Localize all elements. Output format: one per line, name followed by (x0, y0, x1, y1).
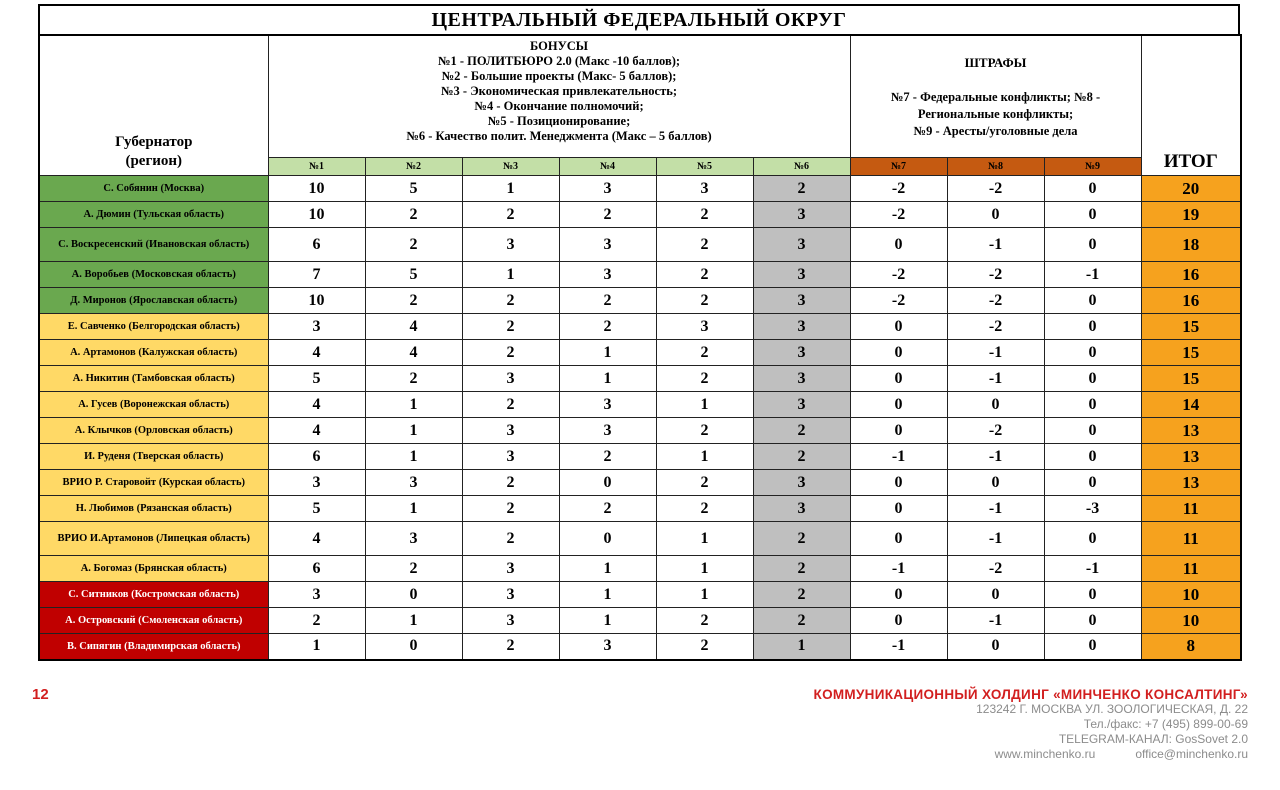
score-cell: 0 (947, 582, 1044, 608)
score-cell: 3 (462, 366, 559, 392)
bonus-line-5: №5 - Позиционирование; (487, 114, 631, 128)
score-cell: 0 (1044, 176, 1141, 202)
score-cell: -2 (947, 314, 1044, 340)
score-cell: -2 (947, 418, 1044, 444)
table-row (39, 228, 1241, 262)
score-cell: 0 (850, 470, 947, 496)
score-cell: 4 (365, 314, 462, 340)
score-cell: 1 (559, 608, 656, 634)
score-cell: 2 (365, 556, 462, 582)
score-cell: 3 (753, 228, 850, 262)
score-cell: 0 (1044, 470, 1141, 496)
score-cell: 3 (559, 634, 656, 660)
score-cell: -2 (850, 288, 947, 314)
score-cell: -2 (947, 176, 1044, 202)
score-cell: 2 (753, 522, 850, 556)
score-cell: 0 (850, 522, 947, 556)
website-link[interactable]: www.minchenko.ru (994, 747, 1096, 761)
score-cell: 2 (656, 608, 753, 634)
score-cell: 2 (462, 496, 559, 522)
table-row (39, 176, 1241, 202)
score-cell: 3 (462, 444, 559, 470)
table-body (39, 176, 1241, 660)
score-cell: -1 (1044, 262, 1141, 288)
governor-name: Е. Савченко (Белгородская область) (39, 314, 268, 340)
score-cell: 7 (268, 262, 365, 288)
score-cell: 0 (1044, 444, 1141, 470)
score-cell: 2 (462, 392, 559, 418)
score-cell: 6 (268, 444, 365, 470)
score-cell: 0 (365, 634, 462, 660)
score-cell: 3 (462, 418, 559, 444)
score-cell: -2 (850, 262, 947, 288)
column-header: №5 (656, 158, 753, 176)
column-header: №4 (559, 158, 656, 176)
score-cell: 1 (462, 262, 559, 288)
score-cell: 0 (1044, 634, 1141, 660)
fines-line-3: №9 - Аресты/уголовные дела (913, 123, 1078, 138)
governor-name: А. Богомаз (Брянская область) (39, 556, 268, 582)
governor-name: ВРИО Р. Старовойт (Курская область) (39, 470, 268, 496)
score-cell: 0 (1044, 314, 1141, 340)
score-cell: 10 (268, 176, 365, 202)
table-row (39, 262, 1241, 288)
column-header: №8 (947, 158, 1044, 176)
header-bonuses (268, 35, 850, 158)
score-cell: 0 (850, 340, 947, 366)
phone: Тел./факс: +7 (495) 899-00-69 (1083, 717, 1248, 731)
score-cell: 3 (365, 470, 462, 496)
score-cell: 1 (753, 634, 850, 660)
score-cell: 0 (1044, 522, 1141, 556)
score-cell: -1 (947, 496, 1044, 522)
total-cell: 10 (1141, 608, 1241, 634)
score-cell: 4 (365, 340, 462, 366)
score-cell: 1 (462, 176, 559, 202)
bonus-title: БОНУСЫ (529, 39, 589, 53)
total-cell: 20 (1141, 176, 1241, 202)
score-cell: -2 (947, 262, 1044, 288)
bonus-line-2: №2 - Большие проекты (Макс- 5 баллов); (441, 69, 677, 83)
score-cell: -1 (850, 444, 947, 470)
score-cell: 10 (268, 202, 365, 228)
score-cell: 1 (268, 634, 365, 660)
score-cell: 3 (365, 522, 462, 556)
column-header: №1 (268, 158, 365, 176)
score-cell: 2 (462, 522, 559, 556)
score-cell: 2 (753, 418, 850, 444)
governor-name: ВРИО И.Артамонов (Липецкая область) (39, 522, 268, 556)
score-cell: 4 (268, 392, 365, 418)
score-cell: 2 (753, 608, 850, 634)
score-cell: 3 (559, 228, 656, 262)
total-cell: 15 (1141, 340, 1241, 366)
score-cell: 3 (753, 340, 850, 366)
score-cell: 0 (947, 392, 1044, 418)
score-cell: 2 (656, 470, 753, 496)
total-cell: 11 (1141, 556, 1241, 582)
score-cell: 0 (1044, 582, 1141, 608)
score-cell: 0 (1044, 228, 1141, 262)
table-row (39, 202, 1241, 228)
column-header: №2 (365, 158, 462, 176)
score-cell: 3 (753, 314, 850, 340)
score-cell: 0 (365, 582, 462, 608)
total-cell: 16 (1141, 262, 1241, 288)
score-cell: 1 (559, 556, 656, 582)
score-cell: 1 (365, 418, 462, 444)
score-cell: -1 (850, 556, 947, 582)
table-row (39, 366, 1241, 392)
table-row (39, 288, 1241, 314)
fines-title: ШТРАФЫ (964, 54, 1027, 70)
table-row (39, 470, 1241, 496)
score-cell: -1 (947, 608, 1044, 634)
score-cell: 0 (1044, 366, 1141, 392)
score-cell: -2 (850, 202, 947, 228)
table-row (39, 522, 1241, 556)
score-cell: 3 (559, 262, 656, 288)
table-row (39, 444, 1241, 470)
total-cell: 13 (1141, 444, 1241, 470)
column-header: №7 (850, 158, 947, 176)
governor-name: А. Клычков (Орловская область) (39, 418, 268, 444)
score-cell: 2 (656, 288, 753, 314)
score-cell: 3 (268, 470, 365, 496)
score-cell: 0 (850, 366, 947, 392)
score-cell: 1 (559, 366, 656, 392)
governor-name: А. Дюмин (Тульская область) (39, 202, 268, 228)
footer-contacts (814, 687, 1248, 762)
score-cell: 3 (559, 176, 656, 202)
score-cell: 2 (559, 288, 656, 314)
score-cell: 2 (559, 444, 656, 470)
rating-table (38, 34, 1242, 661)
header-governor (39, 35, 268, 176)
score-cell: 2 (559, 202, 656, 228)
score-cell: 2 (656, 228, 753, 262)
score-cell: 2 (656, 366, 753, 392)
score-cell: 1 (365, 444, 462, 470)
score-cell: 3 (656, 314, 753, 340)
total-cell: 8 (1141, 634, 1241, 660)
score-cell: 2 (462, 340, 559, 366)
score-cell: 1 (656, 522, 753, 556)
score-cell: 1 (656, 556, 753, 582)
total-cell: 13 (1141, 470, 1241, 496)
score-cell: -2 (947, 288, 1044, 314)
score-cell: 4 (268, 522, 365, 556)
score-cell: 2 (656, 418, 753, 444)
score-cell: 2 (656, 340, 753, 366)
total-cell: 14 (1141, 392, 1241, 418)
score-cell: 3 (462, 582, 559, 608)
total-cell: 15 (1141, 314, 1241, 340)
score-cell: 2 (462, 202, 559, 228)
score-cell: 5 (268, 496, 365, 522)
score-cell: 3 (753, 262, 850, 288)
score-cell: 2 (753, 176, 850, 202)
bonus-line-1: №1 - ПОЛИТБЮРО 2.0 (Макс -10 баллов); (437, 54, 681, 68)
score-cell: 2 (753, 444, 850, 470)
score-cell: 5 (365, 262, 462, 288)
score-cell: 0 (850, 228, 947, 262)
governor-name: А. Артамонов (Калужская область) (39, 340, 268, 366)
score-cell: 1 (559, 340, 656, 366)
table-row (39, 608, 1241, 634)
bonus-line-4: №4 - Окончание полномочий; (474, 99, 644, 113)
score-cell: 2 (656, 496, 753, 522)
score-cell: 0 (1044, 608, 1141, 634)
score-cell: 0 (850, 608, 947, 634)
score-cell: 2 (365, 366, 462, 392)
page-number: 12 (32, 686, 49, 703)
total-cell: 15 (1141, 366, 1241, 392)
table-row (39, 582, 1241, 608)
score-cell: -1 (947, 340, 1044, 366)
score-cell: -1 (947, 444, 1044, 470)
total-cell: 19 (1141, 202, 1241, 228)
score-cell: -1 (1044, 556, 1141, 582)
score-cell: 1 (559, 582, 656, 608)
score-cell: 4 (268, 340, 365, 366)
table-row (39, 418, 1241, 444)
governor-name: А. Никитин (Тамбовская область) (39, 366, 268, 392)
score-cell: 2 (753, 582, 850, 608)
table-row (39, 340, 1241, 366)
score-cell: 1 (365, 496, 462, 522)
score-cell: 0 (850, 418, 947, 444)
score-cell: 10 (268, 288, 365, 314)
score-cell: 3 (753, 392, 850, 418)
score-cell: 1 (365, 392, 462, 418)
score-cell: 0 (1044, 288, 1141, 314)
header-total: ИТОГ (1141, 35, 1241, 176)
table-title: ЦЕНТРАЛЬНЫЙ ФЕДЕРАЛЬНЫЙ ОКРУГ (38, 4, 1240, 34)
score-cell: -1 (947, 228, 1044, 262)
score-cell: 2 (656, 202, 753, 228)
table-row (39, 556, 1241, 582)
governor-name: В. Сипягин (Владимирская область) (39, 634, 268, 660)
telegram-channel: TELEGRAM-КАНАЛ: GosSovet 2.0 (1058, 732, 1248, 746)
score-cell: 0 (947, 202, 1044, 228)
score-cell: 0 (1044, 202, 1141, 228)
score-cell: 6 (268, 228, 365, 262)
column-header: №9 (1044, 158, 1141, 176)
score-cell: 3 (753, 202, 850, 228)
score-cell: 0 (947, 634, 1044, 660)
score-cell: 3 (753, 496, 850, 522)
column-header: №6 (753, 158, 850, 176)
score-cell: 0 (850, 582, 947, 608)
score-cell: 0 (1044, 340, 1141, 366)
score-cell: 3 (753, 288, 850, 314)
score-cell: 1 (656, 444, 753, 470)
score-cell: 0 (1044, 418, 1141, 444)
score-cell: 3 (462, 556, 559, 582)
score-cell: 2 (656, 262, 753, 288)
score-cell: 2 (365, 228, 462, 262)
governor-name: А. Воробьев (Московская область) (39, 262, 268, 288)
bonus-line-6: №6 - Качество полит. Менеджмента (Макс – 5 баллов) (406, 129, 712, 143)
score-cell: 5 (365, 176, 462, 202)
score-cell: 2 (365, 288, 462, 314)
header-fines (850, 35, 1141, 158)
score-cell: -2 (947, 556, 1044, 582)
company-name: КОММУНИКАЦИОННЫЙ ХОЛДИНГ «МИНЧЕНКО КОНСАЛТИНГ» (813, 687, 1248, 702)
score-cell: 1 (656, 392, 753, 418)
score-cell: 2 (559, 314, 656, 340)
score-cell: 3 (268, 582, 365, 608)
total-cell: 11 (1141, 496, 1241, 522)
score-cell: -1 (947, 522, 1044, 556)
fines-line-2: Региональные конфликты; (917, 106, 1074, 121)
score-cell: 2 (462, 314, 559, 340)
score-cell: 0 (850, 314, 947, 340)
total-cell: 16 (1141, 288, 1241, 314)
score-cell: 3 (559, 392, 656, 418)
total-cell: 18 (1141, 228, 1241, 262)
total-cell: 13 (1141, 418, 1241, 444)
table-row (39, 634, 1241, 660)
table-row (39, 314, 1241, 340)
table-row (39, 392, 1241, 418)
score-cell: -2 (850, 176, 947, 202)
bonus-line-3: №3 - Экономическая привлекательность; (440, 84, 678, 98)
fines-line-1: №7 - Федеральные конфликты; №8 - (890, 89, 1101, 104)
score-cell: 2 (462, 470, 559, 496)
score-cell: 3 (462, 228, 559, 262)
governor-name: Н. Любимов (Рязанская область) (39, 496, 268, 522)
score-cell: 3 (559, 418, 656, 444)
score-cell: 0 (850, 392, 947, 418)
governor-name: А. Островский (Смоленская область) (39, 608, 268, 634)
table-row (39, 496, 1241, 522)
score-cell: 3 (268, 314, 365, 340)
score-cell: 3 (753, 366, 850, 392)
address: 123242 Г. МОСКВА УЛ. ЗООЛОГИЧЕСКАЯ, Д. 22 (976, 702, 1248, 716)
score-cell: 0 (1044, 392, 1141, 418)
score-cell: 2 (365, 202, 462, 228)
score-cell: 2 (559, 496, 656, 522)
score-cell: -3 (1044, 496, 1141, 522)
score-cell: 3 (753, 470, 850, 496)
score-cell: -1 (850, 634, 947, 660)
total-cell: 11 (1141, 522, 1241, 556)
score-cell: 3 (462, 608, 559, 634)
score-cell: 2 (753, 556, 850, 582)
governor-name: С. Ситников (Костромская область) (39, 582, 268, 608)
column-header: №3 (462, 158, 559, 176)
score-cell: 2 (462, 634, 559, 660)
score-cell: 1 (365, 608, 462, 634)
score-cell: 2 (462, 288, 559, 314)
score-cell: 4 (268, 418, 365, 444)
score-cell: 2 (656, 634, 753, 660)
governor-name: С. Воскресенский (Ивановская область) (39, 228, 268, 262)
governor-name: Д. Миронов (Ярославская область) (39, 288, 268, 314)
email-link[interactable]: office@minchenko.ru (1135, 747, 1248, 761)
header-governor-label: Губернатор (регион) (115, 134, 193, 169)
total-cell: 10 (1141, 582, 1241, 608)
score-cell: 6 (268, 556, 365, 582)
score-cell: 5 (268, 366, 365, 392)
score-cell: 0 (947, 470, 1044, 496)
score-cell: 2 (268, 608, 365, 634)
score-cell: 0 (559, 522, 656, 556)
score-cell: 3 (656, 176, 753, 202)
governor-name: И. Руденя (Тверская область) (39, 444, 268, 470)
score-cell: -1 (947, 366, 1044, 392)
score-cell: 1 (656, 582, 753, 608)
rating-table-frame (38, 4, 1240, 661)
score-cell: 0 (850, 496, 947, 522)
score-cell: 0 (559, 470, 656, 496)
governor-name: А. Гусев (Воронежская область) (39, 392, 268, 418)
governor-name: С. Собянин (Москва) (39, 176, 268, 202)
